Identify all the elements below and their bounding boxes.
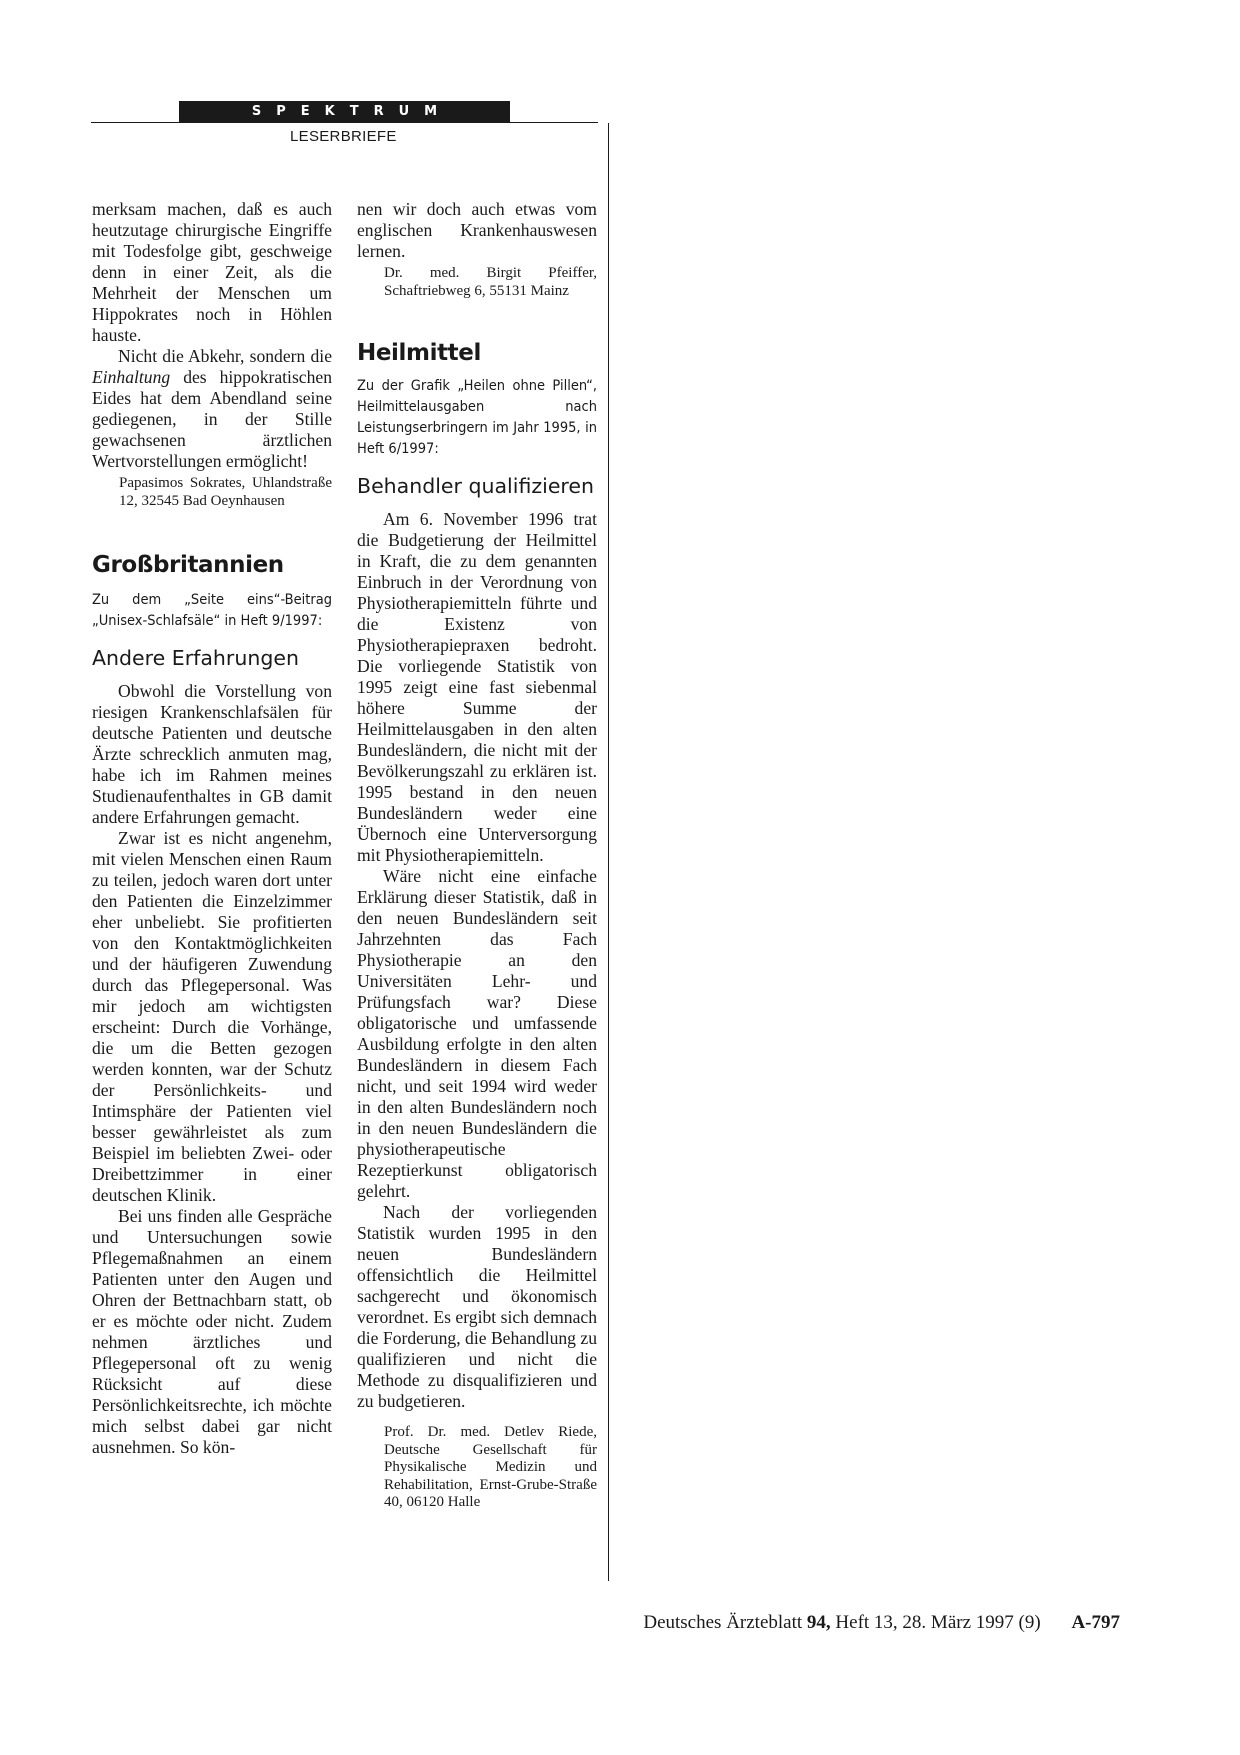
category-heading: Großbritannien [92,552,284,578]
header-rule [91,122,598,123]
paragraph: Obwohl die Vorstellung von riesigen Krankenschlafsälen für deutsche Patienten und deutsche Ärzte schrecklich anmuten mag, habe ich im Rahmen meines Studienaufenthaltes in GB damit andere Erfahrungen gemacht. [92,681,332,827]
reference-intro: Zu dem „Seite eins“-Beitrag „Unisex-Schlafsäle“ in Heft 9/1997: [92,592,332,629]
section-banner: SPEKTRUM [179,101,510,122]
emphasis: Einhaltung [92,367,171,387]
page-footer [643,1612,1120,1634]
journal-name: Deutsches Ärzteblatt [643,1612,803,1633]
paragraph: Zwar ist es nicht angenehm, mit vielen Menschen einen Raum zu teilen, jedoch waren dort unter den Patienten die Einzelzimmer eher unbeliebt. Sie profitierten von den Kontaktmöglichkeiten und der häufigeren Zuwendung durch das Pflegepersonal. Was mir jedoch am wichtigsten erscheint: Durch die Vorhänge, die um die Betten gezogen werden konnten, war der Schutz der Persönlichkeits- und Intimsphäre der Patienten viel besser gewährleistet als zum Beispiel im beliebten Zwei- oder Dreibettzimmer in einer deutschen Klinik. [92,828,332,1205]
subsection-label: LESERBRIEFE [290,128,397,145]
paragraph: merksam machen, daß es auch heutzutage chirurgische Eingriffe mit Todesfolge gibt, geschweige denn in einer Zeit, als die Mehrheit der Menschen um Hippokrates noch in Höhlen hauste. [92,199,332,345]
paragraph: nen wir doch auch etwas vom englischen Krankenhauswesen lernen. [357,199,597,261]
letter-title: Behandler qualifizieren [357,474,595,498]
paragraph: Am 6. November 1996 trat die Budgetierung der Heilmittel in Kraft, die zu dem genannten Einbruch in der Verordnung von Physiotherapiemitteln führte und die Existenz von Physiotherapiepraxen bedroht. Die vorliegende Statistik von 1995 zeigt eine fast siebenmal höhere Summe der Heilmittelausgaben in den alten Bundesländern, die nicht mit der Bevölkerungszahl zu erklären ist. 1995 bestand in den neuen Bundesländern weder eine Übernoch eine Unterversorgung mit Physiotherapiemitteln. [357,509,597,865]
paragraph: Nicht die Abkehr, sondern die Einhaltung des hippokratischen Eides hat dem Abendland seine gediegenen, in der Stille gewachsenen ärztlichen Wertvorstellungen ermöglicht! [92,346,332,471]
paragraph: Bei uns finden alle Gespräche und Untersuchungen sowie Pflegemaßnahmen an einem Patienten unter den Augen und Ohren der Bettnachbarn statt, ob er es möchte oder nicht. Zudem nehmen ärztliches und Pflegepersonal oft zu wenig Rücksicht auf diese Persönlichkeitsrechte, ich möchte mich selbst dabei gar nicht ausnehmen. So kön- [92,1206,332,1457]
left-column [92,199,332,1458]
column-divider [608,123,609,1581]
right-column [357,199,597,1512]
paragraph: Wäre nicht eine einfache Erklärung dieser Statistik, daß in den neuen Bundesländern seit Jahrzehnten das Fach Physiotherapie an den Universitäten Lehr- und Prüfungsfach war? Diese obligatorische und umfassende Ausbildung erfolgte in den alten Bundesländern in diesem Fach nicht, und seit 1994 wird weder in den alten Bundesländern noch in den neuen Bundesländern die physiotherapeutische Rezeptierkunst obligatorisch gelehrt. [357,866,597,1201]
paragraph: Nach der vorliegenden Statistik wurden 1995 in den neuen Bundesländern offensichtlich die Heilmittel sachgerecht und ökonomisch verordnet. Es ergibt sich demnach die Forderung, die Behandlung zu qualifizieren und nicht die Methode zu disqualifizieren und zu budgetieren. [357,1202,597,1411]
page-number: A-797 [1071,1612,1120,1633]
letter-signature: Papasimos Sokrates, Uhlandstraße 12, 32545 Bad Oeynhausen [119,475,332,509]
issue-info: Heft 13, 28. März 1997 (9) [835,1612,1041,1633]
journal-volume: 94, [806,1612,831,1633]
letter-signature: Prof. Dr. med. Detlev Riede, Deutsche Gesellschaft für Physikalische Medizin und Rehabilitation, Ernst-Grube-Straße 40, 06120 Halle [384,1424,597,1510]
letter-title: Andere Erfahrungen [92,646,299,670]
reference-intro: Zu der Grafik „Heilen ohne Pillen“, Heilmittelausgaben nach Leistungserbringern im Jahr 1995, in Heft 6/1997: [357,378,597,457]
letter-signature: Dr. med. Birgit Pfeiffer, Schaftriebweg 6, 55131 Mainz [384,265,597,299]
category-heading: Heilmittel [357,340,481,366]
